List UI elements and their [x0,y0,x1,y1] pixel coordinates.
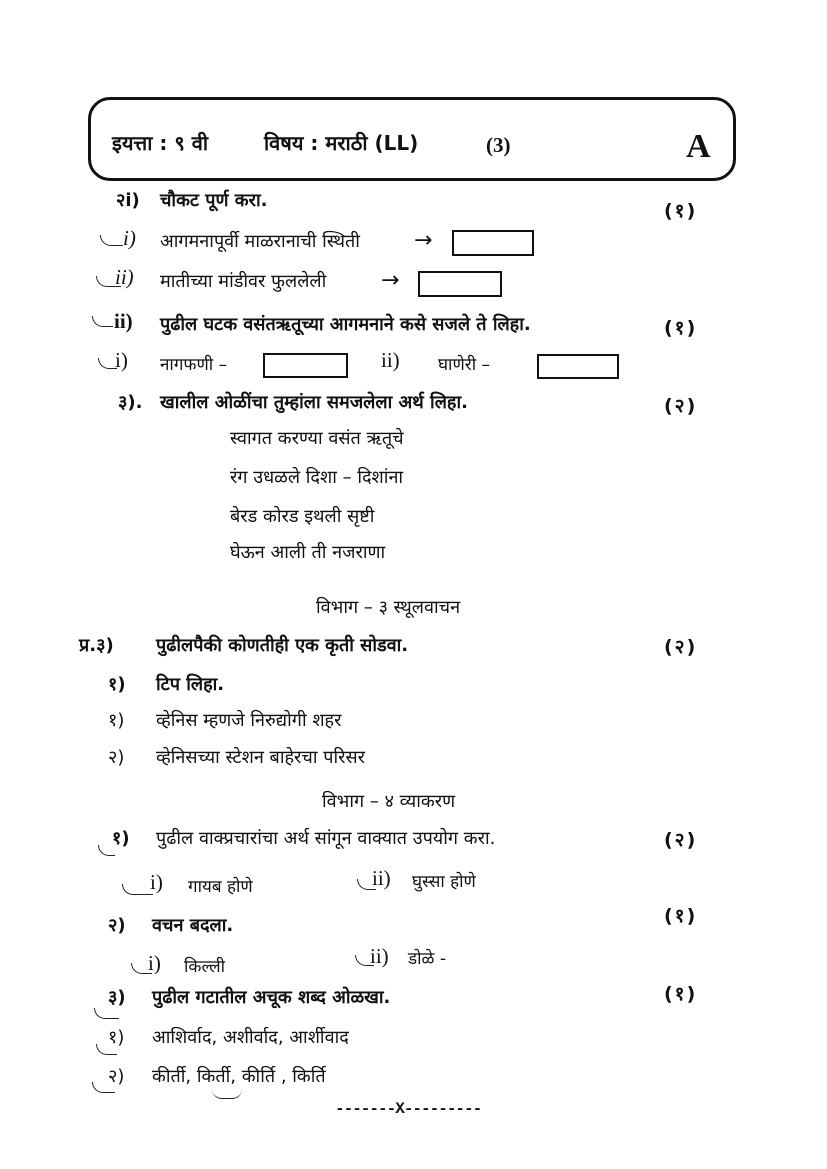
handwritten-tick-mark [92,316,113,327]
s4-q1-prompt: पुढील वाक्प्रचारांचा अर्थ सांगून वाक्यात उपयोग करा. [156,828,496,849]
q2-part-i-prompt: चौकट पूर्ण करा. [160,190,268,211]
q2-i-item1-text: आगमनापूर्वी माळरानाची स्थिती [160,231,360,252]
q2-part-3-prompt: खालील ओळींचा तुम्हांला समजलेला अर्थ लिहा. [160,392,468,413]
s4-q1-item1-text: गायब होणे [188,877,253,897]
q2-i-item2-num: ii) [115,265,134,289]
s4-q2-item1-num: i) [148,951,161,975]
section-3-item2-text: व्हेनिसच्या स्टेशन बाहेरचा परिसर [156,747,366,768]
answer-box-4[interactable] [537,354,619,379]
subject-label: विषय : मराठी (LL) [264,131,419,155]
s4-q1-item1-num: i) [150,870,163,894]
poem-line-1: स्वागत करण्या वसंत ऋतूचे [230,428,404,449]
q2-part-3-marks: (२) [664,395,698,417]
s4-q3-item2-num: २) [108,1066,125,1087]
section-3-sub-number: १) [108,674,126,695]
end-of-paper-mark: -------X--------- [335,1100,482,1118]
q2-part-3-number: ३). [118,392,143,413]
section-3-prompt: पुढीलपैकी कोणतीही एक कृती सोडवा. [156,635,409,656]
class-label: इयत्ता : ९ वी [112,131,209,155]
s4-q3-number: ३) [108,987,126,1008]
q2-part-i-number: २i) [116,190,140,211]
s4-q2-prompt: वचन बदला. [152,915,234,936]
s4-q1-item2-text: घुस्सा होणे [412,872,476,892]
poem-line-3: बेरड कोरड इथली सृष्टी [230,506,375,527]
q2-part-i-marks: (१) [664,200,698,222]
arrow-right-icon: → [381,268,400,293]
s4-q3-marks: (१) [664,983,698,1005]
set-code: A [686,128,711,165]
section-3-heading: विभाग – ३ स्थूलवाचन [316,597,461,618]
q2-part-ii-marks: (१) [664,317,698,339]
s4-q1-marks: (२) [664,829,698,851]
section-3-sub-prompt: टिप लिहा. [156,674,225,695]
section-4-heading: विभाग – ४ व्याकरण [322,791,456,812]
section-3-q-number: प्र.३) [79,635,114,656]
q2-i-item2-text: मातीच्या मांडीवर फुललेली [160,271,327,292]
q2-ii-item1-text: नागफणी – [160,355,228,375]
handwritten-underline-mark [212,1088,242,1099]
s4-q3-item1-num: १) [108,1027,125,1048]
answer-box-2[interactable] [418,271,502,297]
s4-q2-number: २) [108,915,126,936]
q2-part-ii-prompt: पुढील घटक वसंतऋतूच्या आगमनाने कसे सजले ते लिहा. [160,314,531,335]
handwritten-tick-mark [100,235,123,246]
s4-q2-item2-text: डोळे - [408,949,446,969]
page-number: (3) [486,133,511,157]
q2-ii-item2-num: ii) [381,348,400,372]
s4-q3-prompt: पुढील गटातील अचूक शब्द ओळखा. [152,987,391,1008]
s4-q2-item2-num: ii) [370,944,389,968]
handwritten-tick-mark [122,884,153,895]
s4-q2-marks: (१) [664,905,698,927]
answer-box-1[interactable] [452,230,534,256]
q2-part-ii-number: ii) [114,309,133,333]
q2-ii-item1-num: i) [115,348,128,372]
s4-q1-item2-num: ii) [372,866,391,890]
s4-q2-item1-text: किल्ली [184,957,226,977]
poem-line-4: घेऊन आली ती नजराणा [230,542,386,563]
s4-q3-item1-text: आशिर्वाद, अशीर्वाद, आर्शीवाद [152,1027,349,1048]
section-3-item1-text: व्हेनिस म्हणजे निरुद्योगी शहर [156,710,342,731]
arrow-right-icon: → [414,228,433,253]
s4-q3-item2-text: कीर्ती, किर्ती, कीर्ति , किर्ति [152,1066,326,1087]
q2-i-item1-num: i) [123,226,136,250]
section-3-item1-num: १) [108,710,125,731]
poem-line-2: रंग उधळले दिशा – दिशांना [230,467,404,488]
section-3-marks: (२) [664,636,698,658]
q2-ii-item2-text: घाणेरी – [438,355,491,375]
s4-q1-number: १) [112,828,130,849]
handwritten-tick-mark [94,1008,119,1019]
answer-box-3[interactable] [263,353,348,378]
section-3-item2-num: २) [108,747,125,768]
